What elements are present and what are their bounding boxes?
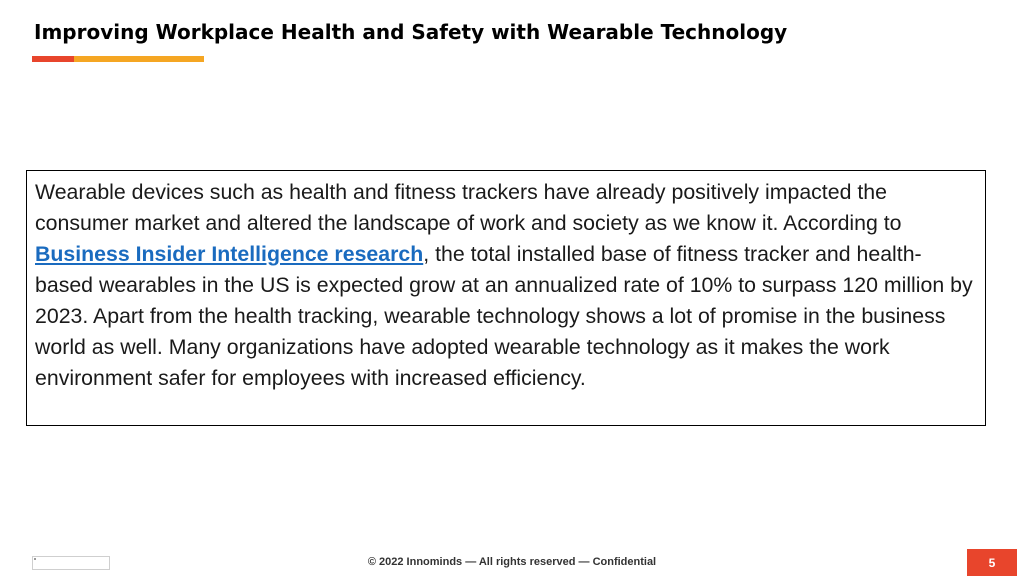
accent-bar-orange-segment [74,56,204,62]
body-text-intro: Wearable devices such as health and fitness trackers have already positively impacted the consumer market and altered the landscape of work and society as we know it. According to [35,180,902,235]
accent-bar-red-segment [32,56,74,62]
title-accent-bar [32,56,204,62]
slide-title: Improving Workplace Health and Safety with Wearable Technology [34,20,788,44]
footer-copyright: © 2022 Innominds — All rights reserved — Confidential [367,556,657,568]
page-number: 5 [967,549,1017,576]
business-insider-link[interactable]: Business Insider Intelligence research [35,242,424,266]
content-text-box [26,170,986,426]
body-text-continued: , the total installed base of fitness tracker and health-based wearables in the US is expected grow at an annualized rate of 10% to surpass 120 million by 2023. Apart from the health tracking, wearable technology shows a lot of promise in the business world as well. Many organizations have adopted wearable technology as it makes the work environment safer for employees with increased efficiency. [35,242,973,390]
